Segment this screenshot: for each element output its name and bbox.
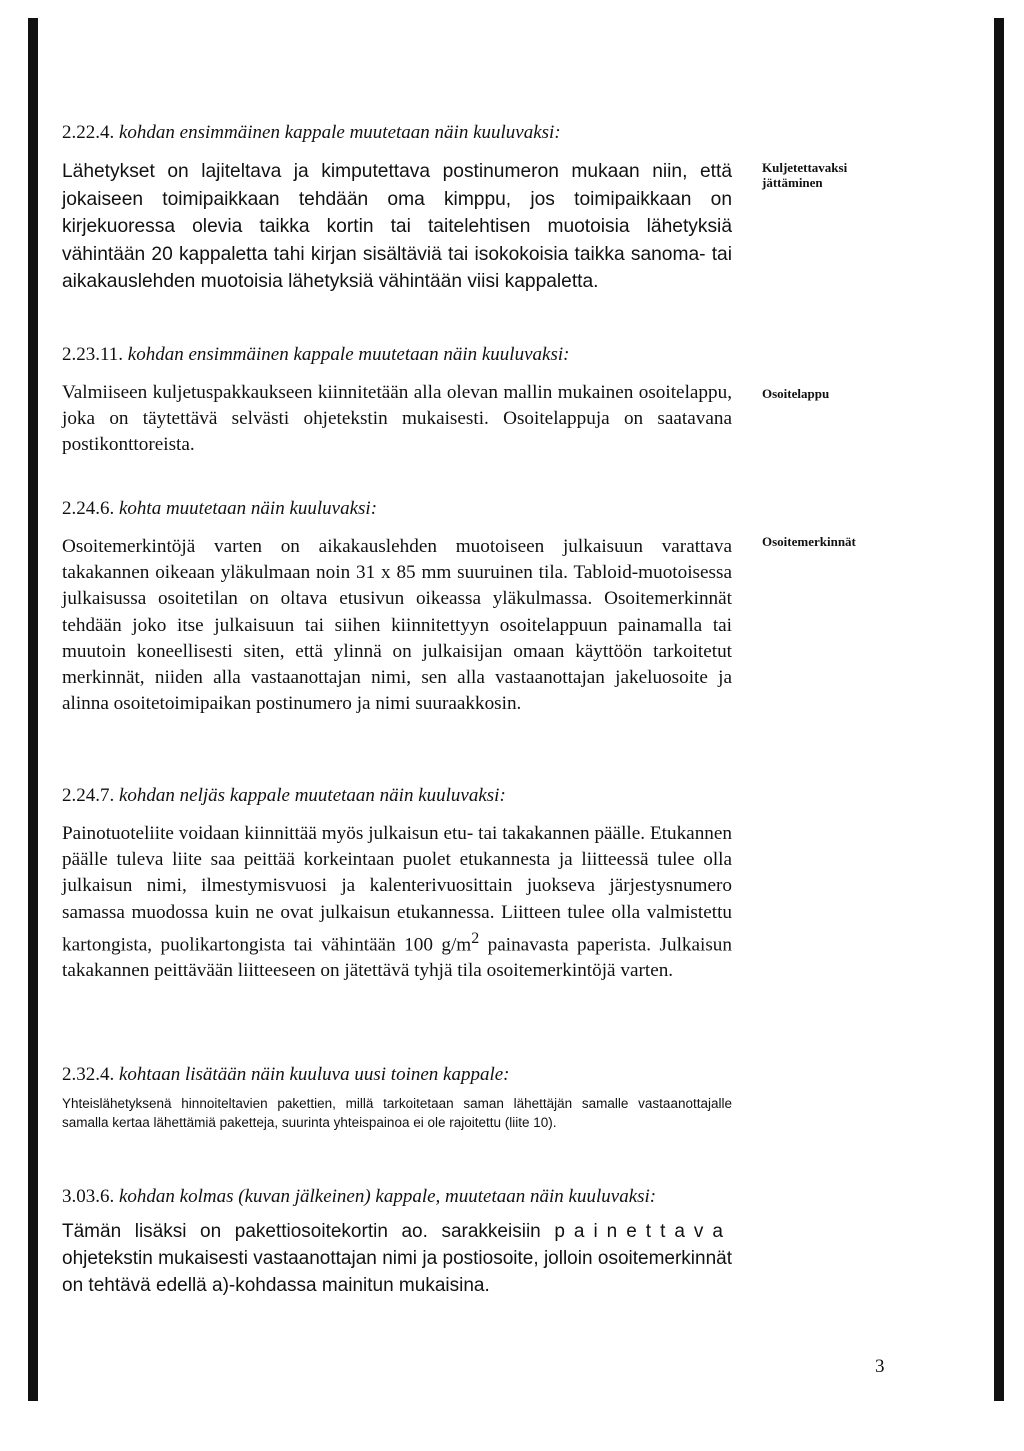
section-paragraph: Lähetykset on lajiteltava ja kimputettava postinumeron mukaan niin, että jokaiseen toimipaikkaan tehdään oma kimppu, jos toimipaikkaan on kirjekuoressa olevia taikka kortin tai taitelehtisen muotoisia lähetyksiä vähintään 20 kappaletta tahi kirjan sisältäviä tai isokokoisia taikka sanoma- tai aikakauslehden muotoisia lähetyksiä vähintään viisi kappaletta. <box>62 161 732 292</box>
paragraph-text: Painotuoteliite voidaan kiinnittää myös julkaisun etu- tai takakannen päälle. Etukannen päälle tuleva liite saa peittää korkeintaan puolet etukannesta ja liitteessä tulee olla julkaisun nimi, ilmestymisvuosi ja kalenterivuosittain juokseva järjestysnumero samassa muodossa kuin ne ovat julkaisun etukannessa. Liitteen tulee olla valmistettu kartongista, puolikartongista tai vähintään 100 g/m <box>62 823 732 956</box>
paragraph-text: painavasta paperista. Julkaisun takakannen peittävään liitteeseen on jätettävä tyhjä tila osoitemerkintöjä varten. <box>62 934 732 982</box>
section-number: 2.22.4. <box>62 122 115 143</box>
paragraph-text: Tämän lisäksi on pakettiosoitekortin ao. sarakkeisiin <box>62 1221 555 1242</box>
section-heading-text: kohtaan lisätään näin kuuluva uusi toinen kappale: <box>119 1064 510 1085</box>
section-heading-text: kohdan kolmas (kuvan jälkeinen) kappale, muutetaan näin kuuluvaksi: <box>119 1186 657 1207</box>
section-heading <box>62 122 732 144</box>
section-heading <box>62 498 732 520</box>
section-heading <box>62 344 732 366</box>
margin-note-osoitemerkinnat: Osoitemerkinnät <box>762 534 856 549</box>
section-paragraph <box>62 821 732 985</box>
section-heading-text: kohdan ensimmäinen kappale muutetaan näin kuuluvaksi: <box>127 344 570 365</box>
margin-note-kuljetettavaksi: Kuljetettavaksi jättäminen <box>762 160 848 190</box>
section-paragraph <box>62 1218 732 1299</box>
paragraph-text: ohjetekstin mukaisesti vastaanottajan nimi ja postiosoite, jolloin osoitemerkinnät on tehtävä edellä a)-kohdassa mainitun mukaisina. <box>62 1248 732 1296</box>
scan-edge-left <box>28 18 38 1401</box>
section-2-24-6 <box>62 498 732 717</box>
section-number: 2.23.11. <box>62 344 124 365</box>
section-paragraph: Osoitemerkintöjä varten on aikakauslehden muotoiseen julkaisuun varattava takakannen oikeaan yläkulmaan noin 31 x 85 mm suuruinen tila. Tabloid-muotoisessa julkaisussa osoitetilan on oltava etusivun oikeassa yläkulmassa. Osoitemerkinnät tehdään joko itse julkaisuun tai siihen kiinnitettyyn osoitelappuun painamalla tai muutoin koneellisesti siten, että ylinnä on julkaisijan omaan käyttöön tarkoitetut merkinnät, niiden alla vastaanottajan nimi, sen alla vastaanottajan jakeluosoite ja alinna osoitetoimipaikan postinumero ja nimi suuraakkosin. <box>62 536 732 715</box>
section-heading <box>62 1064 732 1086</box>
section-heading-text: kohta muutetaan näin kuuluvaksi: <box>119 498 378 519</box>
spaced-emphasis: painettava <box>554 1221 732 1242</box>
superscript: 2 <box>471 929 480 947</box>
section-heading-text: kohdan neljäs kappale muutetaan näin kuuluvaksi: <box>119 785 506 806</box>
section-number: 3.03.6. <box>62 1186 115 1207</box>
section-number: 2.32.4. <box>62 1064 115 1085</box>
section-number: 2.24.6. <box>62 498 115 519</box>
section-heading <box>62 785 732 807</box>
section-paragraph: Yhteislähetyksenä hinnoiteltavien pakettien, millä tarkoitetaan saman lähettäjän samalle vastaanottajalle samalla kertaa lähettämiä paketteja, suurinta yhteispainoa ei ole rajoitettu (liite 10). <box>62 1096 732 1130</box>
section-heading-text: kohdan ensimmäinen kappale muutetaan näin kuuluvaksi: <box>119 122 561 143</box>
section-number: 2.24.7. <box>62 785 115 806</box>
section-2-24-7 <box>62 785 732 985</box>
section-3-03-6 <box>62 1184 732 1299</box>
margin-note-osoitelappu: Osoitelappu <box>762 386 830 401</box>
page-number: 3 <box>875 1356 885 1377</box>
scan-edge-right <box>994 18 1004 1401</box>
section-heading <box>62 1184 732 1210</box>
section-2-32-4 <box>62 1064 732 1132</box>
section-paragraph: Valmiiseen kuljetuspakkaukseen kiinnitetään alla olevan mallin mukainen osoitelappu, joka on täytettävä selvästi ohjetekstin mukaisesti. Osoitelappuja on saatavana postikonttoreista. <box>62 382 732 456</box>
section-2-22-4 <box>62 122 732 296</box>
section-2-23-11 <box>62 344 732 459</box>
